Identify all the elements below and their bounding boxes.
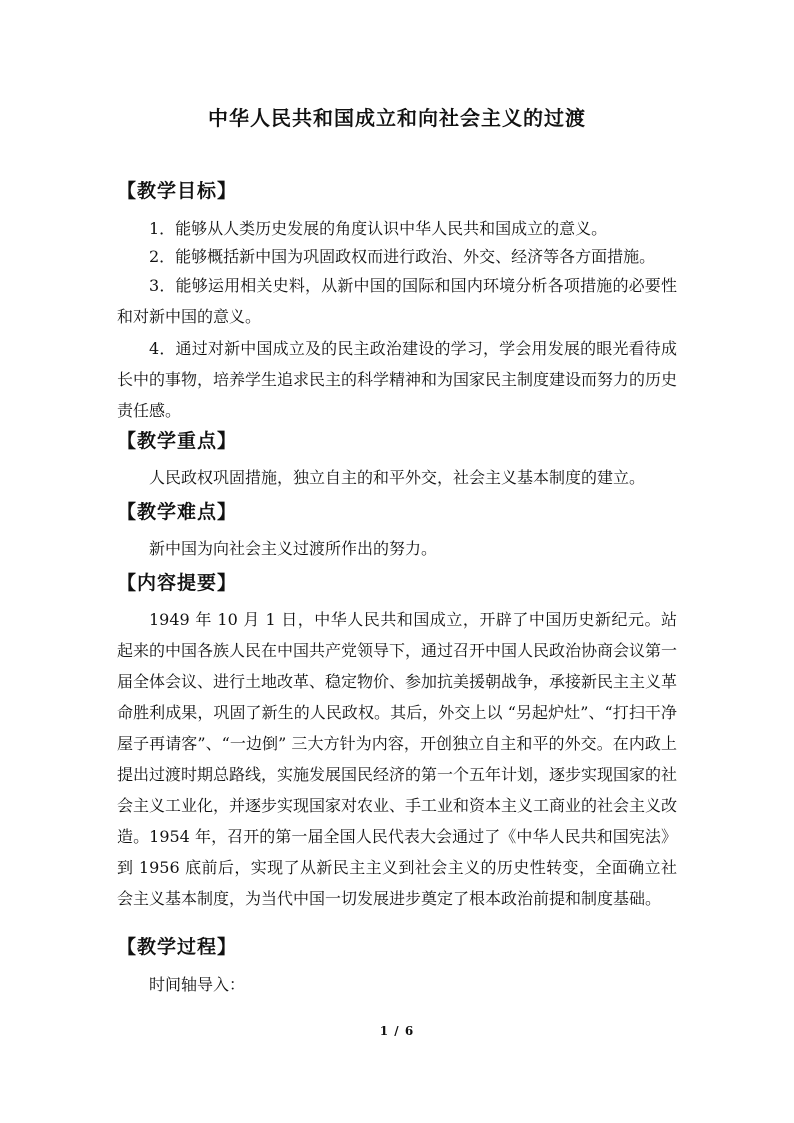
- section-heading-summary: 【内容提要】: [117, 572, 238, 594]
- page-title: 中华人民共和国成立和向社会主义的过渡: [208, 106, 586, 130]
- section-heading-difficulties: 【教学难点】: [117, 501, 238, 523]
- objective-item-3: 3．能够运用相关史料，从新中国的国际和国内环境分析各项措施的必要性和对新中国的意义。: [117, 276, 677, 326]
- objective-item-2: 2．能够概括新中国为巩固政权而进行政治、外交、经济等各方面措施。: [149, 247, 656, 266]
- objective-item-4: 4．通过对新中国成立及的民主政治建设的学习，学会用发展的眼光看待成长中的事物，培养学生追求民主的科学精神和为国家民主制度建设而努力的历史责任感。: [117, 339, 678, 420]
- key-points-text: 人民政权巩固措施，独立自主的和平外交，社会主义基本制度的建立。: [149, 468, 646, 487]
- summary-text: 1949 年 10 月 1 日，中华人民共和国成立，开辟了中国历史新纪元。站起来的中国各族人民在中国共产党领导下，通过召开中国人民政治协商会议第一届全体会议、进行土地改革、稳定物价、参加抗美援朝战争，承接新民主主义革命胜利成果，巩固了新生的人民政权。其后，外交上以 “另起炉灶”、“打扫干净屋子再请客”、“一边倒” 三大方针为内容，开创独立自主和平的外交。在内政上提出过渡时期总路线，实施发展国民经济的第一个五年计划，逐步实现国家的社会主义工业化，并逐步实现国家对农业、手工业和资本主义工商业的社会主义改造。1954 年，召开的第一届全国人民代表大会通过了《中华人民共和国宪法》 到 1956 底前后，实现了从新民主主义到社会主义的历史性转变，全面确立社会主义基本制度，为当代中国一切发展进步奠定了根本政治前提和制度基础。: [117, 610, 678, 908]
- section-heading-key-points: 【教学重点】: [117, 430, 238, 452]
- difficulties-text: 新中国为向社会主义过渡所作出的努力。: [149, 539, 438, 558]
- section-heading-objectives: 【教学目标】: [117, 180, 238, 202]
- objective-item-1: 1．能够从人类历史发展的角度认识中华人民共和国成立的意义。: [149, 219, 608, 238]
- section-heading-process: 【教学过程】: [117, 936, 238, 958]
- page-number: 1 / 6: [379, 1024, 415, 1038]
- process-text: 时间轴导入：: [149, 975, 246, 994]
